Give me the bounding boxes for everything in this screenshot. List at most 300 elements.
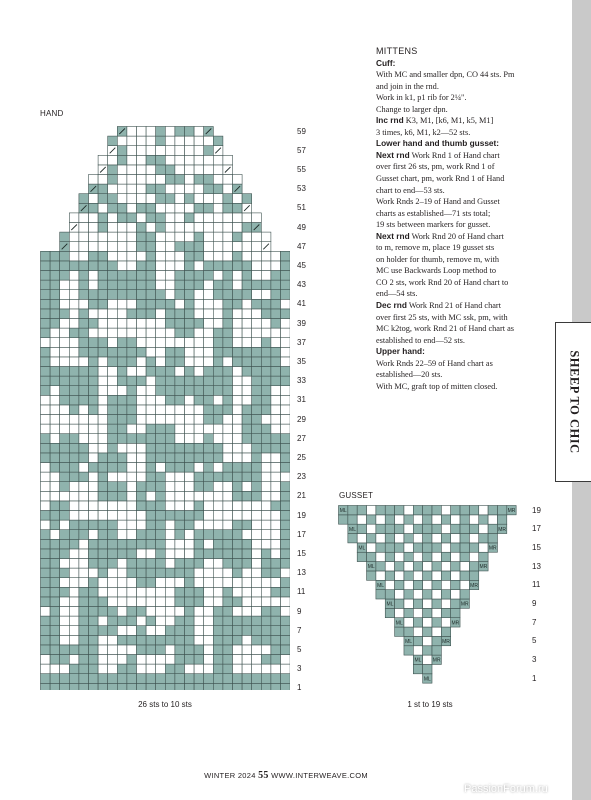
gusset-stitch-cell [432,580,441,589]
hand-stitch-cell [281,539,291,549]
hand-stitch-cell [194,472,204,482]
hand-stitch-cell [108,674,118,684]
hand-stitch-cell [223,635,233,645]
gusset-stitch-cell [385,590,394,599]
hand-stitch-cell [108,415,118,425]
dec-text: Work Rnd 21 of Hand chart [406,301,502,311]
hand-stitch-cell [252,501,262,511]
hand-stitch-cell [98,472,108,482]
hand-stitch-cell [242,251,252,261]
hand-stitch-cell [233,415,243,425]
hand-stitch-cell [69,367,79,377]
gusset-stitch-cell [423,664,432,673]
hand-stitch-cell [137,549,147,559]
hand-stitch-cell [204,549,214,559]
hand-stitch-cell [50,683,60,690]
hand-stitch-cell [127,127,137,137]
hand-stitch-cell [165,559,175,569]
hand-stitch-cell [271,453,281,463]
hand-stitch-cell [204,434,214,444]
hand-stitch-cell [108,251,118,261]
gusset-stitch-cell [432,636,441,645]
hand-stitch-cell [223,645,233,655]
hand-stitch-cell [281,568,291,578]
gusset-stitch-cell [404,571,413,580]
hand-stitch-cell [271,434,281,444]
hand-stitch-cell [156,635,166,645]
hand-stitch-cell [185,223,195,233]
hand-stitch-cell [223,655,233,665]
hand-stitch-cell [117,578,127,588]
hand-stitch-cell [137,491,147,501]
hand-stitch-cell [137,251,147,261]
hand-stitch-cell [89,453,99,463]
hand-row-label: 37 [297,337,306,347]
hand-stitch-cell [156,597,166,607]
hand-stitch-cell [204,203,214,213]
hand-stitch-cell [261,472,271,482]
hand-stitch-cell [127,213,137,223]
hand-stitch-cell [185,290,195,300]
hand-stitch-cell [204,443,214,453]
hand-stitch-cell [146,290,156,300]
hand-stitch-cell [252,491,262,501]
hand-stitch-cell [108,635,118,645]
hand-stitch-cell [156,463,166,473]
gusset-stitch-cell [413,599,422,608]
hand-stitch-cell [213,280,223,290]
hand-stitch-cell [60,568,70,578]
hand-stitch-cell [233,539,243,549]
cuff-line: With MC and smaller dpn, CO 44 sts. Pm [376,70,515,80]
hand-stitch-cell [185,520,195,530]
gusset-stitch-cell [376,571,385,580]
hand-stitch-cell [69,443,79,453]
hand-stitch-cell [194,616,204,626]
hand-stitch-cell [233,530,243,540]
hand-stitch-cell [233,194,243,204]
hand-stitch-cell [137,347,147,357]
hand-stitch-cell [204,299,214,309]
hand-stitch-cell [175,146,185,156]
hand-stitch-cell [79,597,89,607]
hand-stitch-cell [89,328,99,338]
hand-stitch-cell [98,539,108,549]
hand-stitch-cell [60,415,70,425]
hand-stitch-cell [156,511,166,521]
hand-stitch-cell [242,501,252,511]
gusset-stitch-cell [376,543,385,552]
hand-stitch-cell [98,587,108,597]
hand-stitch-cell [89,424,99,434]
hand-stitch-cell [194,511,204,521]
hand-stitch-cell [252,319,262,329]
hand-stitch-cell [213,501,223,511]
hand-stitch-cell [146,194,156,204]
hand-stitch-cell [175,194,185,204]
hand-stitch-cell [194,424,204,434]
hand-stitch-cell [185,127,195,137]
hand-stitch-cell [137,511,147,521]
hand-stitch-cell [242,635,252,645]
hand-stitch-cell [233,251,243,261]
hand-stitch-cell [281,683,291,690]
hand-stitch-cell [185,453,195,463]
upper-line: With MC, graft top of mitten closed. [376,381,498,391]
section-tab [555,322,591,482]
hand-stitch-cell [213,271,223,281]
hand-stitch-cell [271,616,281,626]
hand-stitch-cell [146,271,156,281]
hand-stitch-cell [223,674,233,684]
hand-stitch-cell [117,520,127,530]
hand-stitch-cell [79,338,89,348]
hand-stitch-cell [89,395,99,405]
hand-stitch-cell [146,568,156,578]
hand-stitch-cell [271,376,281,386]
hand-stitch-cell [252,645,262,655]
hand-stitch-cell [146,386,156,396]
hand-stitch-cell [271,261,281,271]
hand-stitch-cell [117,453,127,463]
hand-stitch-cell [194,674,204,684]
hand-stitch-cell [41,539,51,549]
hand-stitch-cell [98,530,108,540]
gusset-stitch-cell [348,506,357,515]
gusset-stitch-cell [413,552,422,561]
hand-stitch-cell [213,520,223,530]
hand-stitch-cell [185,472,195,482]
hand-stitch-cell [233,559,243,569]
hand-stitch-cell [127,645,137,655]
gusset-stitch-cell [413,636,422,645]
hand-stitch-cell [213,184,223,194]
hand-stitch-cell [175,607,185,617]
hand-stitch-cell [223,184,233,194]
hand-stitch-cell [156,472,166,482]
hand-stitch-cell [165,223,175,233]
hand-stitch-cell [89,175,99,185]
hand-stitch-cell [79,251,89,261]
hand-stitch-cell [117,491,127,501]
hand-stitch-cell [252,347,262,357]
hand-stitch-cell [98,319,108,329]
hand-stitch-cell [117,290,127,300]
hand-stitch-cell [194,290,204,300]
hand-stitch-cell [281,559,291,569]
hand-stitch-cell [117,472,127,482]
hand-stitch-cell [79,376,89,386]
hand-stitch-cell [137,165,147,175]
hand-stitch-cell [194,155,204,165]
hand-stitch-cell [261,607,271,617]
hand-stitch-cell [281,434,291,444]
hand-stitch-cell [261,559,271,569]
hand-stitch-cell [194,338,204,348]
hand-stitch-cell [146,165,156,175]
hand-stitch-cell [261,616,271,626]
hand-stitch-cell [60,674,70,684]
hand-stitch-cell [41,597,51,607]
hand-stitch-cell [213,415,223,425]
hand-stitch-cell [108,309,118,319]
hand-stitch-cell [127,587,137,597]
hand-stitch-cell [175,280,185,290]
hand-stitch-cell [127,434,137,444]
hand-stitch-cell [271,587,281,597]
hand-stitch-cell [89,223,99,233]
hand-stitch-cell [89,232,99,242]
hand-stitch-cell [165,415,175,425]
hand-stitch-cell [213,347,223,357]
hand-stitch-cell [50,539,60,549]
gusset-ml-mark: ML [358,545,366,552]
gusset-stitch-cell [441,506,450,515]
hand-stitch-cell [204,251,214,261]
hand-stitch-cell [271,530,281,540]
gusset-stitch-cell [441,543,450,552]
hand-stitch-cell [185,568,195,578]
hand-stitch-cell [137,194,147,204]
gusset-stitch-cell [404,627,413,636]
hand-stitch-cell [156,299,166,309]
hand-stitch-cell [165,328,175,338]
hand-stitch-cell [146,203,156,213]
hand-stitch-cell [89,607,99,617]
hand-stitch-cell [175,223,185,233]
hand-stitch-cell [108,645,118,655]
hand-stitch-cell [156,415,166,425]
hand-stitch-cell [233,674,243,684]
hand-stitch-cell [146,223,156,233]
hand-stitch-cell [146,357,156,367]
hand-stitch-cell [127,578,137,588]
upper-line: Work Rnds 22–59 of Hand chart as [376,358,493,368]
hand-stitch-cell [175,395,185,405]
hand-stitch-cell [185,578,195,588]
hand-stitch-cell [127,539,137,549]
hand-stitch-cell [194,635,204,645]
hand-stitch-cell [69,530,79,540]
hand-stitch-cell [127,443,137,453]
hand-stitch-cell [146,251,156,261]
hand-stitch-cell [137,309,147,319]
hand-stitch-cell [79,501,89,511]
hand-stitch-cell [175,530,185,540]
upper-line: established—20 sts. [376,370,443,380]
hand-stitch-cell [156,491,166,501]
hand-stitch-cell [79,232,89,242]
hand-stitch-cell [79,223,89,233]
hand-stitch-cell [50,328,60,338]
hand-row-label: 33 [297,376,306,386]
hand-stitch-cell [271,511,281,521]
hand-stitch-cell [41,655,51,665]
hand-stitch-cell [204,674,214,684]
hand-stitch-cell [213,165,223,175]
hand-stitch-cell [117,155,127,165]
hand-stitch-cell [165,482,175,492]
hand-stitch-cell [117,501,127,511]
hand-stitch-cell [89,194,99,204]
hand-stitch-cell [108,453,118,463]
hand-stitch-cell [108,367,118,377]
hand-stitch-cell [252,290,262,300]
gusset-stitch-cell [404,562,413,571]
hand-stitch-cell [89,674,99,684]
hand-stitch-cell [50,511,60,521]
hand-stitch-cell [213,232,223,242]
hand-row-label: 31 [297,395,306,405]
hand-stitch-cell [252,549,262,559]
hand-stitch-cell [60,664,70,674]
gusset-stitch-cell [357,552,366,561]
hand-stitch-cell [271,655,281,665]
hand-stitch-cell [127,203,137,213]
gusset-stitch-cell [413,646,422,655]
hand-stitch-cell [137,520,147,530]
hand-stitch-cell [271,338,281,348]
hand-stitch-cell [98,578,108,588]
hand-stitch-cell [185,280,195,290]
gusset-stitch-cell [423,608,432,617]
hand-stitch-cell [60,357,70,367]
hand-row-label: 57 [297,145,306,155]
hand-stitch-cell [185,434,195,444]
hand-stitch-cell [185,482,195,492]
hand-stitch-cell [50,674,60,684]
hand-stitch-cell [242,674,252,684]
gusset-stitch-cell [413,543,422,552]
hand-stitch-cell [185,203,195,213]
hand-stitch-cell [185,559,195,569]
gusset-stitch-cell [404,608,413,617]
hand-stitch-cell [127,415,137,425]
hand-stitch-cell [281,664,291,674]
hand-stitch-cell [117,328,127,338]
hand-stitch-cell [213,434,223,444]
hand-stitch-cell [213,539,223,549]
hand-stitch-cell [204,242,214,252]
hand-stitch-cell [175,482,185,492]
gusset-stitch-cell [432,571,441,580]
hand-stitch-cell [242,520,252,530]
hand-stitch-cell [271,386,281,396]
hand-stitch-cell [98,213,108,223]
hand-row-label: 41 [297,299,306,309]
hand-stitch-cell [60,530,70,540]
hand-stitch-cell [261,261,271,271]
hand-stitch-cell [146,280,156,290]
hand-stitch-cell [156,232,166,242]
hand-stitch-cell [233,367,243,377]
hand-stitch-cell [89,251,99,261]
hand-stitch-cell [146,587,156,597]
hand-stitch-cell [213,386,223,396]
hand-stitch-cell [127,616,137,626]
hand-stitch-cell [175,616,185,626]
hand-stitch-cell [108,587,118,597]
gusset-stitch-cell [469,543,478,552]
hand-stitch-cell [175,597,185,607]
hand-row-label: 1 [297,683,302,693]
hand-stitch-cell [50,357,60,367]
hand-stitch-cell [117,424,127,434]
hand-stitch-cell [223,395,233,405]
hand-stitch-cell [156,501,166,511]
hand-stitch-cell [98,271,108,281]
hand-stitch-cell [41,530,51,540]
gusset-ml-mark: ML [349,526,357,533]
hand-stitch-cell [165,664,175,674]
hand-stitch-cell [281,530,291,540]
hand-stitch-cell [252,367,262,377]
hand-stitch-cell [223,491,233,501]
hand-stitch-cell [223,664,233,674]
hand-stitch-cell [137,664,147,674]
hand-stitch-cell [194,434,204,444]
hand-stitch-cell [175,251,185,261]
hand-stitch-cell [271,664,281,674]
gusset-stitch-cell [348,534,357,543]
hand-stitch-cell [137,338,147,348]
hand-stitch-cell [79,578,89,588]
gusset-stitch-cell [460,552,469,561]
hand-stitch-cell [108,213,118,223]
hand-stitch-cell [156,386,166,396]
hand-stitch-cell [156,319,166,329]
hand-stitch-cell [281,395,291,405]
hand-stitch-cell [156,520,166,530]
hand-stitch-cell [79,357,89,367]
hand-stitch-cell [137,223,147,233]
hand-stitch-cell [137,261,147,271]
hand-stitch-cell [165,127,175,137]
hand-stitch-cell [194,328,204,338]
hand-stitch-cell [50,549,60,559]
hand-stitch-cell [175,578,185,588]
hand-stitch-cell [137,367,147,377]
hand-stitch-cell [41,338,51,348]
hand-stitch-cell [194,280,204,290]
hand-stitch-cell [252,261,262,271]
hand-stitch-cell [137,587,147,597]
hand-stitch-cell [127,405,137,415]
hand-stitch-cell [79,347,89,357]
hand-stitch-cell [69,549,79,559]
hand-stitch-cell [204,175,214,185]
hand-stitch-cell [108,626,118,636]
hand-stitch-cell [213,616,223,626]
hand-stitch-cell [185,386,195,396]
hand-stitch-cell [165,242,175,252]
hand-stitch-cell [156,655,166,665]
hand-stitch-cell [261,319,271,329]
hand-stitch-cell [127,386,137,396]
hand-stitch-cell [261,271,271,281]
hand-stitch-cell [165,280,175,290]
hand-stitch-cell [185,309,195,319]
gusset-stitch-cell [432,646,441,655]
hand-stitch-cell [60,328,70,338]
hand-stitch-cell [204,616,214,626]
gusset-stitch-cell [479,552,488,561]
hand-stitch-cell [50,443,60,453]
hand-stitch-cell [60,338,70,348]
hand-stitch-cell [271,271,281,281]
hand-stitch-cell [156,530,166,540]
hand-stitch-cell [242,607,252,617]
